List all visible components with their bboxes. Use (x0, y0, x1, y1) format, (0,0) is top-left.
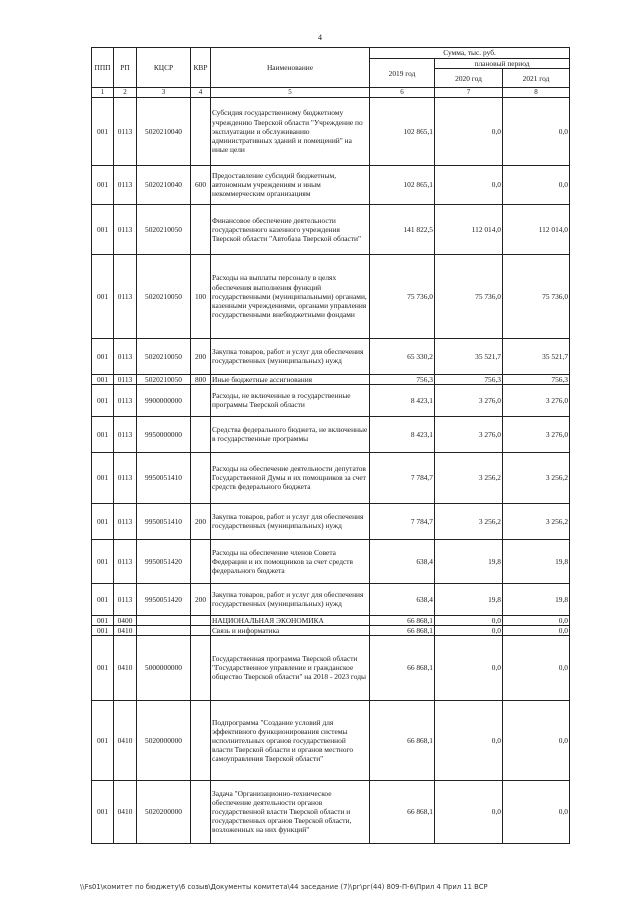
row-name: Закупка товаров, работ и услуг для обеспечения государственных (муниципальных) нужд (211, 503, 370, 539)
row-ppp: 001 (92, 503, 114, 539)
row-kcsr: 5020210040 (137, 165, 191, 204)
row-kcsr: 9950051410 (137, 452, 191, 503)
table-row (92, 384, 570, 416)
row-kvr (191, 97, 211, 165)
index-cell: 5 (211, 88, 370, 98)
row-kvr: 200 (191, 503, 211, 539)
row-value-2019: 66 868,1 (370, 635, 435, 700)
table-row (92, 338, 570, 374)
table-row (92, 452, 570, 503)
row-value-2020: 0,0 (435, 700, 503, 780)
row-kvr (191, 416, 211, 452)
header-2019: 2019 год (370, 59, 435, 88)
row-value-2020: 0,0 (435, 635, 503, 700)
column-index-row (92, 88, 570, 98)
row-rp: 0410 (114, 635, 137, 700)
row-kvr (191, 635, 211, 700)
row-ppp: 001 (92, 416, 114, 452)
row-rp: 0113 (114, 97, 137, 165)
row-name: Расходы на обеспечение членов Совета Федерации и их помощников за счет средств федерального бюджета (211, 539, 370, 583)
row-name: Предоставление субсидий бюджетным, автономным учреждениям и иным некоммерческим организациям (211, 165, 370, 204)
row-kcsr: 5000000000 (137, 635, 191, 700)
row-value-2019: 638,4 (370, 583, 435, 615)
row-name: Субсидия государственному бюджетному учреждению Тверской области "Учреждение по эксплуатации и обслуживанию административных зданий и помещений" на иные цели (211, 97, 370, 165)
row-kvr: 600 (191, 165, 211, 204)
row-rp: 0410 (114, 780, 137, 843)
row-value-2020: 0,0 (435, 780, 503, 843)
row-name: Закупка товаров, работ и услуг для обеспечения государственных (муниципальных) нужд (211, 338, 370, 374)
row-value-2021: 3 276,0 (503, 416, 570, 452)
row-kcsr: 5020210040 (137, 97, 191, 165)
row-value-2019: 102 865,1 (370, 97, 435, 165)
table-row (92, 700, 570, 780)
row-value-2021: 35 521,7 (503, 338, 570, 374)
row-value-2021: 0,0 (503, 635, 570, 700)
row-kvr: 100 (191, 254, 211, 338)
table-row (92, 254, 570, 338)
row-name: Иные бюджетные ассигнования (211, 374, 370, 384)
row-value-2021: 75 736,0 (503, 254, 570, 338)
row-kcsr: 9950000000 (137, 416, 191, 452)
row-value-2019: 7 784,7 (370, 503, 435, 539)
row-kvr (191, 204, 211, 254)
row-kvr (191, 625, 211, 635)
row-name: НАЦИОНАЛЬНАЯ ЭКОНОМИКА (211, 615, 370, 625)
row-rp: 0113 (114, 384, 137, 416)
row-rp: 0400 (114, 615, 137, 625)
row-kcsr: 5020210050 (137, 254, 191, 338)
row-value-2020: 112 014,0 (435, 204, 503, 254)
row-ppp: 001 (92, 97, 114, 165)
row-kvr (191, 780, 211, 843)
row-ppp: 001 (92, 780, 114, 843)
row-kvr (191, 384, 211, 416)
row-kcsr: 5020200000 (137, 780, 191, 843)
row-name: Расходы, не включенные в государственные программы Тверской области (211, 384, 370, 416)
row-ppp: 001 (92, 583, 114, 615)
row-kcsr: 9950051420 (137, 539, 191, 583)
row-value-2019: 66 868,1 (370, 700, 435, 780)
header-rp: РП (114, 48, 137, 88)
row-value-2019: 8 423,1 (370, 384, 435, 416)
index-cell: 3 (137, 88, 191, 98)
row-value-2019: 66 868,1 (370, 615, 435, 625)
row-rp: 0113 (114, 254, 137, 338)
row-kvr (191, 452, 211, 503)
row-rp: 0113 (114, 374, 137, 384)
table-row (92, 97, 570, 165)
row-value-2020: 3 276,0 (435, 416, 503, 452)
row-kcsr: 9950051410 (137, 503, 191, 539)
row-kcsr: 9950051420 (137, 583, 191, 615)
row-name: Государственная программа Тверской области "Государственное управление и гражданское общество Тверской области" на 2018 - 2023 годы (211, 635, 370, 700)
table-row (92, 615, 570, 625)
header-kvr: КВР (191, 48, 211, 88)
row-ppp: 001 (92, 384, 114, 416)
row-kcsr: 5020210050 (137, 204, 191, 254)
row-value-2019: 756,3 (370, 374, 435, 384)
row-ppp: 001 (92, 700, 114, 780)
row-ppp: 001 (92, 338, 114, 374)
row-value-2019: 638,4 (370, 539, 435, 583)
row-value-2021: 0,0 (503, 97, 570, 165)
row-rp: 0113 (114, 165, 137, 204)
row-value-2020: 19,8 (435, 539, 503, 583)
header-2020: 2020 год (435, 69, 503, 88)
row-ppp: 001 (92, 165, 114, 204)
index-cell: 4 (191, 88, 211, 98)
table-row (92, 780, 570, 843)
row-value-2019: 66 868,1 (370, 780, 435, 843)
row-rp: 0410 (114, 625, 137, 635)
row-kvr (191, 615, 211, 625)
row-kvr (191, 700, 211, 780)
row-rp: 0113 (114, 338, 137, 374)
index-cell: 7 (435, 88, 503, 98)
row-value-2020: 0,0 (435, 615, 503, 625)
row-value-2020: 3 256,2 (435, 503, 503, 539)
header-name: Наименование (211, 48, 370, 88)
header-kcsr: КЦСР (137, 48, 191, 88)
row-rp: 0113 (114, 204, 137, 254)
table-row (92, 583, 570, 615)
row-name: Расходы на выплаты персоналу в целях обеспечения выполнения функций государственными (муниципальными) органами, казенными учреждениями, органами управления государственными внебюджетными фондами (211, 254, 370, 338)
row-name: Закупка товаров, работ и услуг для обеспечения государственных (муниципальных) нужд (211, 583, 370, 615)
row-name: Расходы на обеспечение деятельности депутатов Государственной Думы и их помощников за счет средств федерального бюджета (211, 452, 370, 503)
row-ppp: 001 (92, 374, 114, 384)
row-ppp: 001 (92, 254, 114, 338)
row-name: Задача "Организационно-техническое обеспечение деятельности органов государственной власти Тверской области и государственных органов Тверской области, возложенных на них функций" (211, 780, 370, 843)
row-value-2020: 3 276,0 (435, 384, 503, 416)
row-value-2020: 0,0 (435, 625, 503, 635)
row-value-2021: 3 276,0 (503, 384, 570, 416)
row-rp: 0113 (114, 416, 137, 452)
table-row (92, 204, 570, 254)
row-value-2020: 0,0 (435, 165, 503, 204)
table-row (92, 503, 570, 539)
row-kvr (191, 539, 211, 583)
table-row (92, 625, 570, 635)
row-value-2019: 7 784,7 (370, 452, 435, 503)
row-value-2020: 3 256,2 (435, 452, 503, 503)
index-cell: 6 (370, 88, 435, 98)
row-value-2021: 0,0 (503, 700, 570, 780)
row-kvr: 800 (191, 374, 211, 384)
row-ppp: 001 (92, 452, 114, 503)
row-rp: 0113 (114, 583, 137, 615)
table-row (92, 539, 570, 583)
row-value-2021: 3 256,2 (503, 452, 570, 503)
row-name: Средства федерального бюджета, не включенные в государственные программы (211, 416, 370, 452)
row-value-2019: 141 822,5 (370, 204, 435, 254)
row-value-2020: 75 736,0 (435, 254, 503, 338)
row-value-2021: 756,3 (503, 374, 570, 384)
row-value-2021: 0,0 (503, 625, 570, 635)
row-kcsr: 5020000000 (137, 700, 191, 780)
index-cell: 8 (503, 88, 570, 98)
row-value-2019: 8 423,1 (370, 416, 435, 452)
row-value-2021: 0,0 (503, 615, 570, 625)
row-value-2020: 756,3 (435, 374, 503, 384)
row-kcsr (137, 625, 191, 635)
row-rp: 0113 (114, 452, 137, 503)
header-sum: Сумма, тыс. руб. (370, 48, 570, 59)
header-planned-period: плановый период (435, 59, 570, 69)
budget-table (91, 47, 570, 844)
row-ppp: 001 (92, 204, 114, 254)
page-number: 4 (318, 33, 322, 42)
row-name: Финансовое обеспечение деятельности государственного казенного учреждения Тверской области "Автобаза Тверской области" (211, 204, 370, 254)
footer-file-path: \\Fs01\комитет по бюджету\6 созыв\Документы комитета\44 заседание (7)\рг\рг(44) 809-П-6\Прил 4 Прил 11 ВСР (80, 883, 488, 891)
header-ppp: ППП (92, 48, 114, 88)
row-value-2021: 19,8 (503, 583, 570, 615)
row-value-2020: 19,8 (435, 583, 503, 615)
row-value-2021: 3 256,2 (503, 503, 570, 539)
table-row (92, 635, 570, 700)
row-value-2019: 65 330,2 (370, 338, 435, 374)
row-rp: 0113 (114, 539, 137, 583)
row-value-2019: 75 736,0 (370, 254, 435, 338)
row-value-2019: 102 865,1 (370, 165, 435, 204)
row-value-2021: 112 014,0 (503, 204, 570, 254)
row-name: Связь и информатика (211, 625, 370, 635)
row-kcsr: 9900000000 (137, 384, 191, 416)
row-name: Подпрограмма "Создание условий для эффективного функционирования системы исполнительных органов государственной власти Тверской области и органов местного самоуправления Тверской области" (211, 700, 370, 780)
row-ppp: 001 (92, 635, 114, 700)
row-ppp: 001 (92, 625, 114, 635)
row-kcsr: 5020210050 (137, 374, 191, 384)
row-kcsr (137, 615, 191, 625)
table-row (92, 374, 570, 384)
index-cell: 1 (92, 88, 114, 98)
row-value-2021: 0,0 (503, 165, 570, 204)
row-kcsr: 5020210050 (137, 338, 191, 374)
row-rp: 0113 (114, 503, 137, 539)
row-value-2021: 0,0 (503, 780, 570, 843)
row-rp: 0410 (114, 700, 137, 780)
row-value-2019: 66 868,1 (370, 625, 435, 635)
row-value-2020: 35 521,7 (435, 338, 503, 374)
row-ppp: 001 (92, 539, 114, 583)
row-kvr: 200 (191, 338, 211, 374)
row-kvr: 200 (191, 583, 211, 615)
table-row (92, 165, 570, 204)
row-value-2020: 0,0 (435, 97, 503, 165)
header-2021: 2021 год (503, 69, 570, 88)
table-row (92, 416, 570, 452)
index-cell: 2 (114, 88, 137, 98)
row-ppp: 001 (92, 615, 114, 625)
row-value-2021: 19,8 (503, 539, 570, 583)
